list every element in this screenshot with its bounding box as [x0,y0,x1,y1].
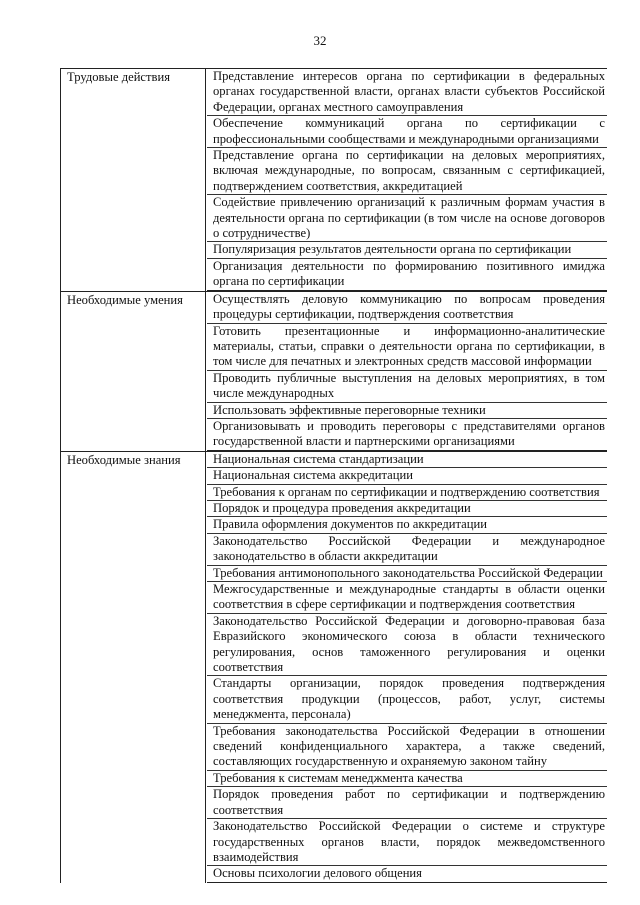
table-cell: Стандарты организации, порядок проведения подтверждения соответствия продукции (процессов, работ, услуг, системы менеджмента, персонала) [207,676,607,723]
section-title: Трудовые действия [67,70,171,84]
table-cell: Представление органа по сертификации на деловых мероприятиях, включая международные, по вопросам, связанным с сертификацией, подтверждением соответствия, аккредитацией [207,148,607,195]
table-cell: Порядок проведения работ по сертификации и подтверждению соответствия [207,787,607,819]
table-cell: Организовывать и проводить переговоры с представителями органов государственной власти и партнерскими организациями [207,419,607,451]
table-cell: Популяризация результатов деятельности органа по сертификации [207,242,607,258]
table-cell: Законодательство Российской Федерации и договорно-правовая база Евразийского экономического союза в области технического регулирования, основ таможенного регулирования и оценки соответствия [207,614,607,677]
table-cell: Правила оформления документов по аккредитации [207,517,607,533]
table-cell: Основы психологии делового общения [207,866,607,882]
table-cell: Готовить презентационные и информационно-аналитические материалы, статьи, справки о деятельности органа по сертификации, в том числе для печатных и электронных средств массовой информации [207,324,607,371]
section-items [207,292,607,451]
table-cell: Использовать эффективные переговорные техники [207,403,607,419]
section-title: Необходимые знания [67,452,181,467]
table-cell: Требования антимонопольного законодательства Российской Федерации [207,566,607,582]
requirements-table [60,68,607,883]
section-title: Необходимые умения [67,292,183,307]
table-cell: Осуществлять деловую коммуникацию по вопросам проведения процедуры сертификации, подтверждения соответствия [207,292,607,324]
table-cell: Представление интересов органа по сертификации в федеральных органах государственной власти, органах власти субъектов Российской Федерации, органах местного самоуправления [207,69,607,116]
table-cell: Межгосударственные и международные стандарты в области оценки соответствия в сфере сертификации и подтверждения соответствия [207,582,607,614]
section-items [207,452,607,883]
section-required-knowledge [61,451,607,883]
section-required-skills [61,291,607,451]
table-cell: Требования к органам по сертификации и подтверждению соответствия [207,485,607,501]
table-cell: Порядок и процедура проведения аккредитации [207,501,607,517]
table-cell: Содействие привлечению организаций к различным формам участия в деятельности органа по сертификации (в том числе на основе договоров о сотрудничестве) [207,195,607,242]
table-cell: Обеспечение коммуникаций органа по сертификации с профессиональными сообществами и международными организациями [207,116,607,148]
table-cell: Законодательство Российской Федерации и международное законодательство в области аккредитации [207,534,607,566]
table-cell: Требования законодательства Российской Федерации в отношении сведений конфиденциального характера, а также сведений, составляющих государственную и охраняемую законом тайну [207,724,607,771]
page-number: 32 [313,33,327,48]
table-cell: Национальная система аккредитации [207,468,607,484]
table-cell: Законодательство Российской Федерации о системе и структуре государственных органов власти, порядок межведомственного взаимодействия [207,819,607,866]
table-cell: Проводить публичные выступления на деловых мероприятиях, в том числе международных [207,371,607,403]
section-labor-actions [61,68,607,291]
table-cell: Организация деятельности по формированию позитивного имиджа органа по сертификации [207,259,607,291]
section-items [207,69,607,291]
table-cell: Национальная система стандартизации [207,452,607,468]
table-cell: Требования к системам менеджмента качества [207,771,607,787]
